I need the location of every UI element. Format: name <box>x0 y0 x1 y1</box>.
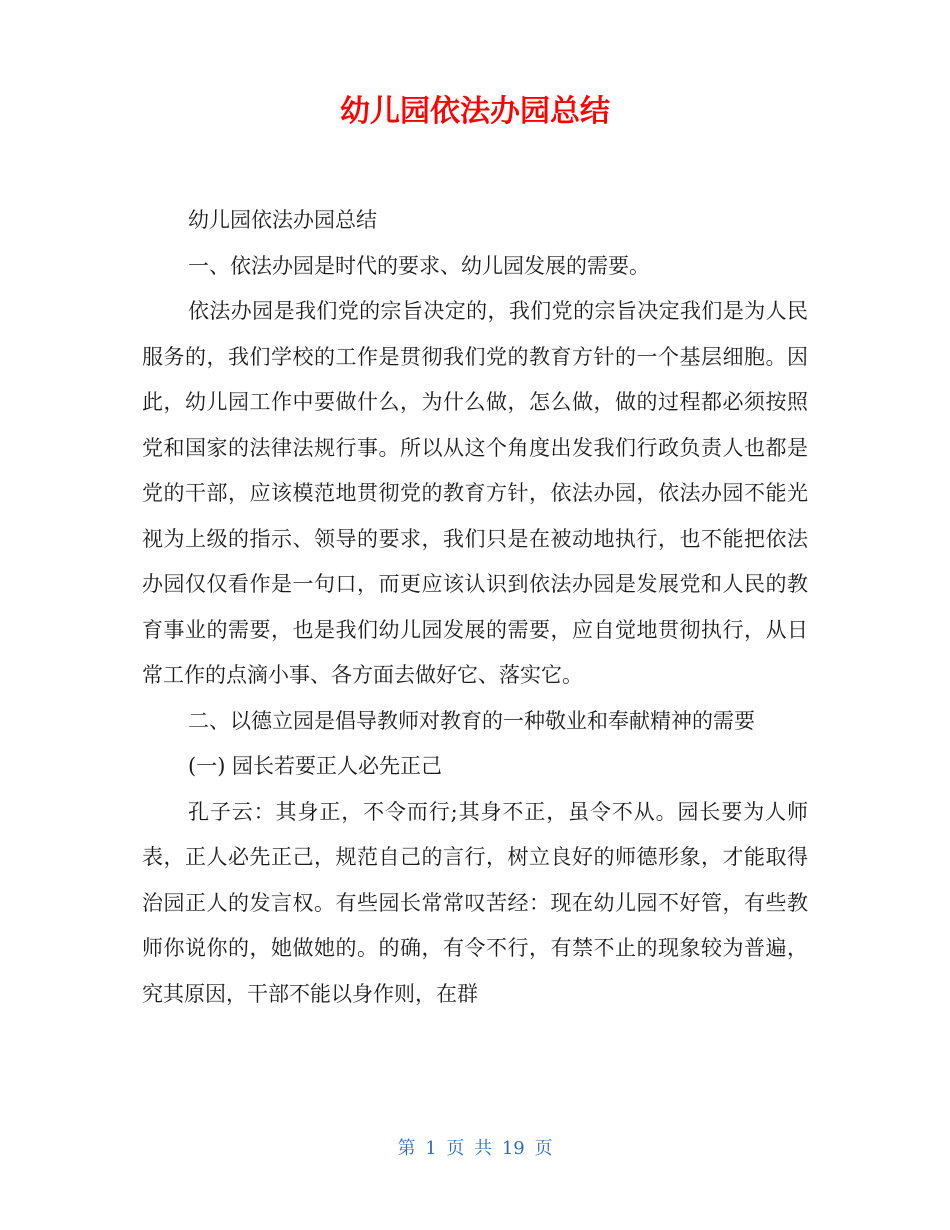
paragraph-subsection-heading: (一) 园长若要正人必先正己 <box>188 754 443 778</box>
document-title: 幼儿园依法办园总结 <box>340 94 610 129</box>
paragraph-section-two-heading: 二、以德立园是倡导教师对教育的一种敬业和奉献精神的需要 <box>188 708 755 733</box>
document-body <box>142 198 808 1017</box>
page-number-footer: 第 1 页 共 19 页 <box>397 1138 553 1159</box>
paragraph-section-one-heading: 一、依法办园是时代的要求、幼儿园发展的需要。 <box>188 253 650 278</box>
paragraph-heading: 幼儿园依法办园总结 <box>188 208 377 232</box>
paragraph-section-one-body: 依法办园是我们党的宗旨决定的，我们党的宗旨决定我们是为人民服务的，我们学校的工作是贯彻我们党的教育方针的一个基层细胞。因此，幼儿园工作中要做什么，为什么做，怎么做，做的过程都必须按照党和国家的法律法规行事。所以从这个角度出发我们行政负责人也都是党的干部，应该模范地贯彻党的教育方针，依法办园，依法办园不能光视为上级的指示、领导的要求，我们只是在被动地执行，也不能把依法办园仅仅看作是一句口，而更应该认识到依法办园是发展党和人民的教育事业的需要，也是我们幼儿园发展的需要，应自觉地贯彻执行，从日常工作的点滴小事、各方面去做好它、落实它。 <box>142 299 808 687</box>
paragraph-subsection-body: 孔子云：其身正，不令而行;其身不正，虽令不从。园长要为人师表，正人必先正己，规范自己的言行，树立良好的师德形象，才能取得治园正人的发言权。有些园长常常叹苦经：现在幼儿园不好管，有些教师你说你的，她做她的。的确，有令不行，有禁不止的现象较为普遍，究其原因，干部不能以身作则，在群 <box>142 799 808 1006</box>
